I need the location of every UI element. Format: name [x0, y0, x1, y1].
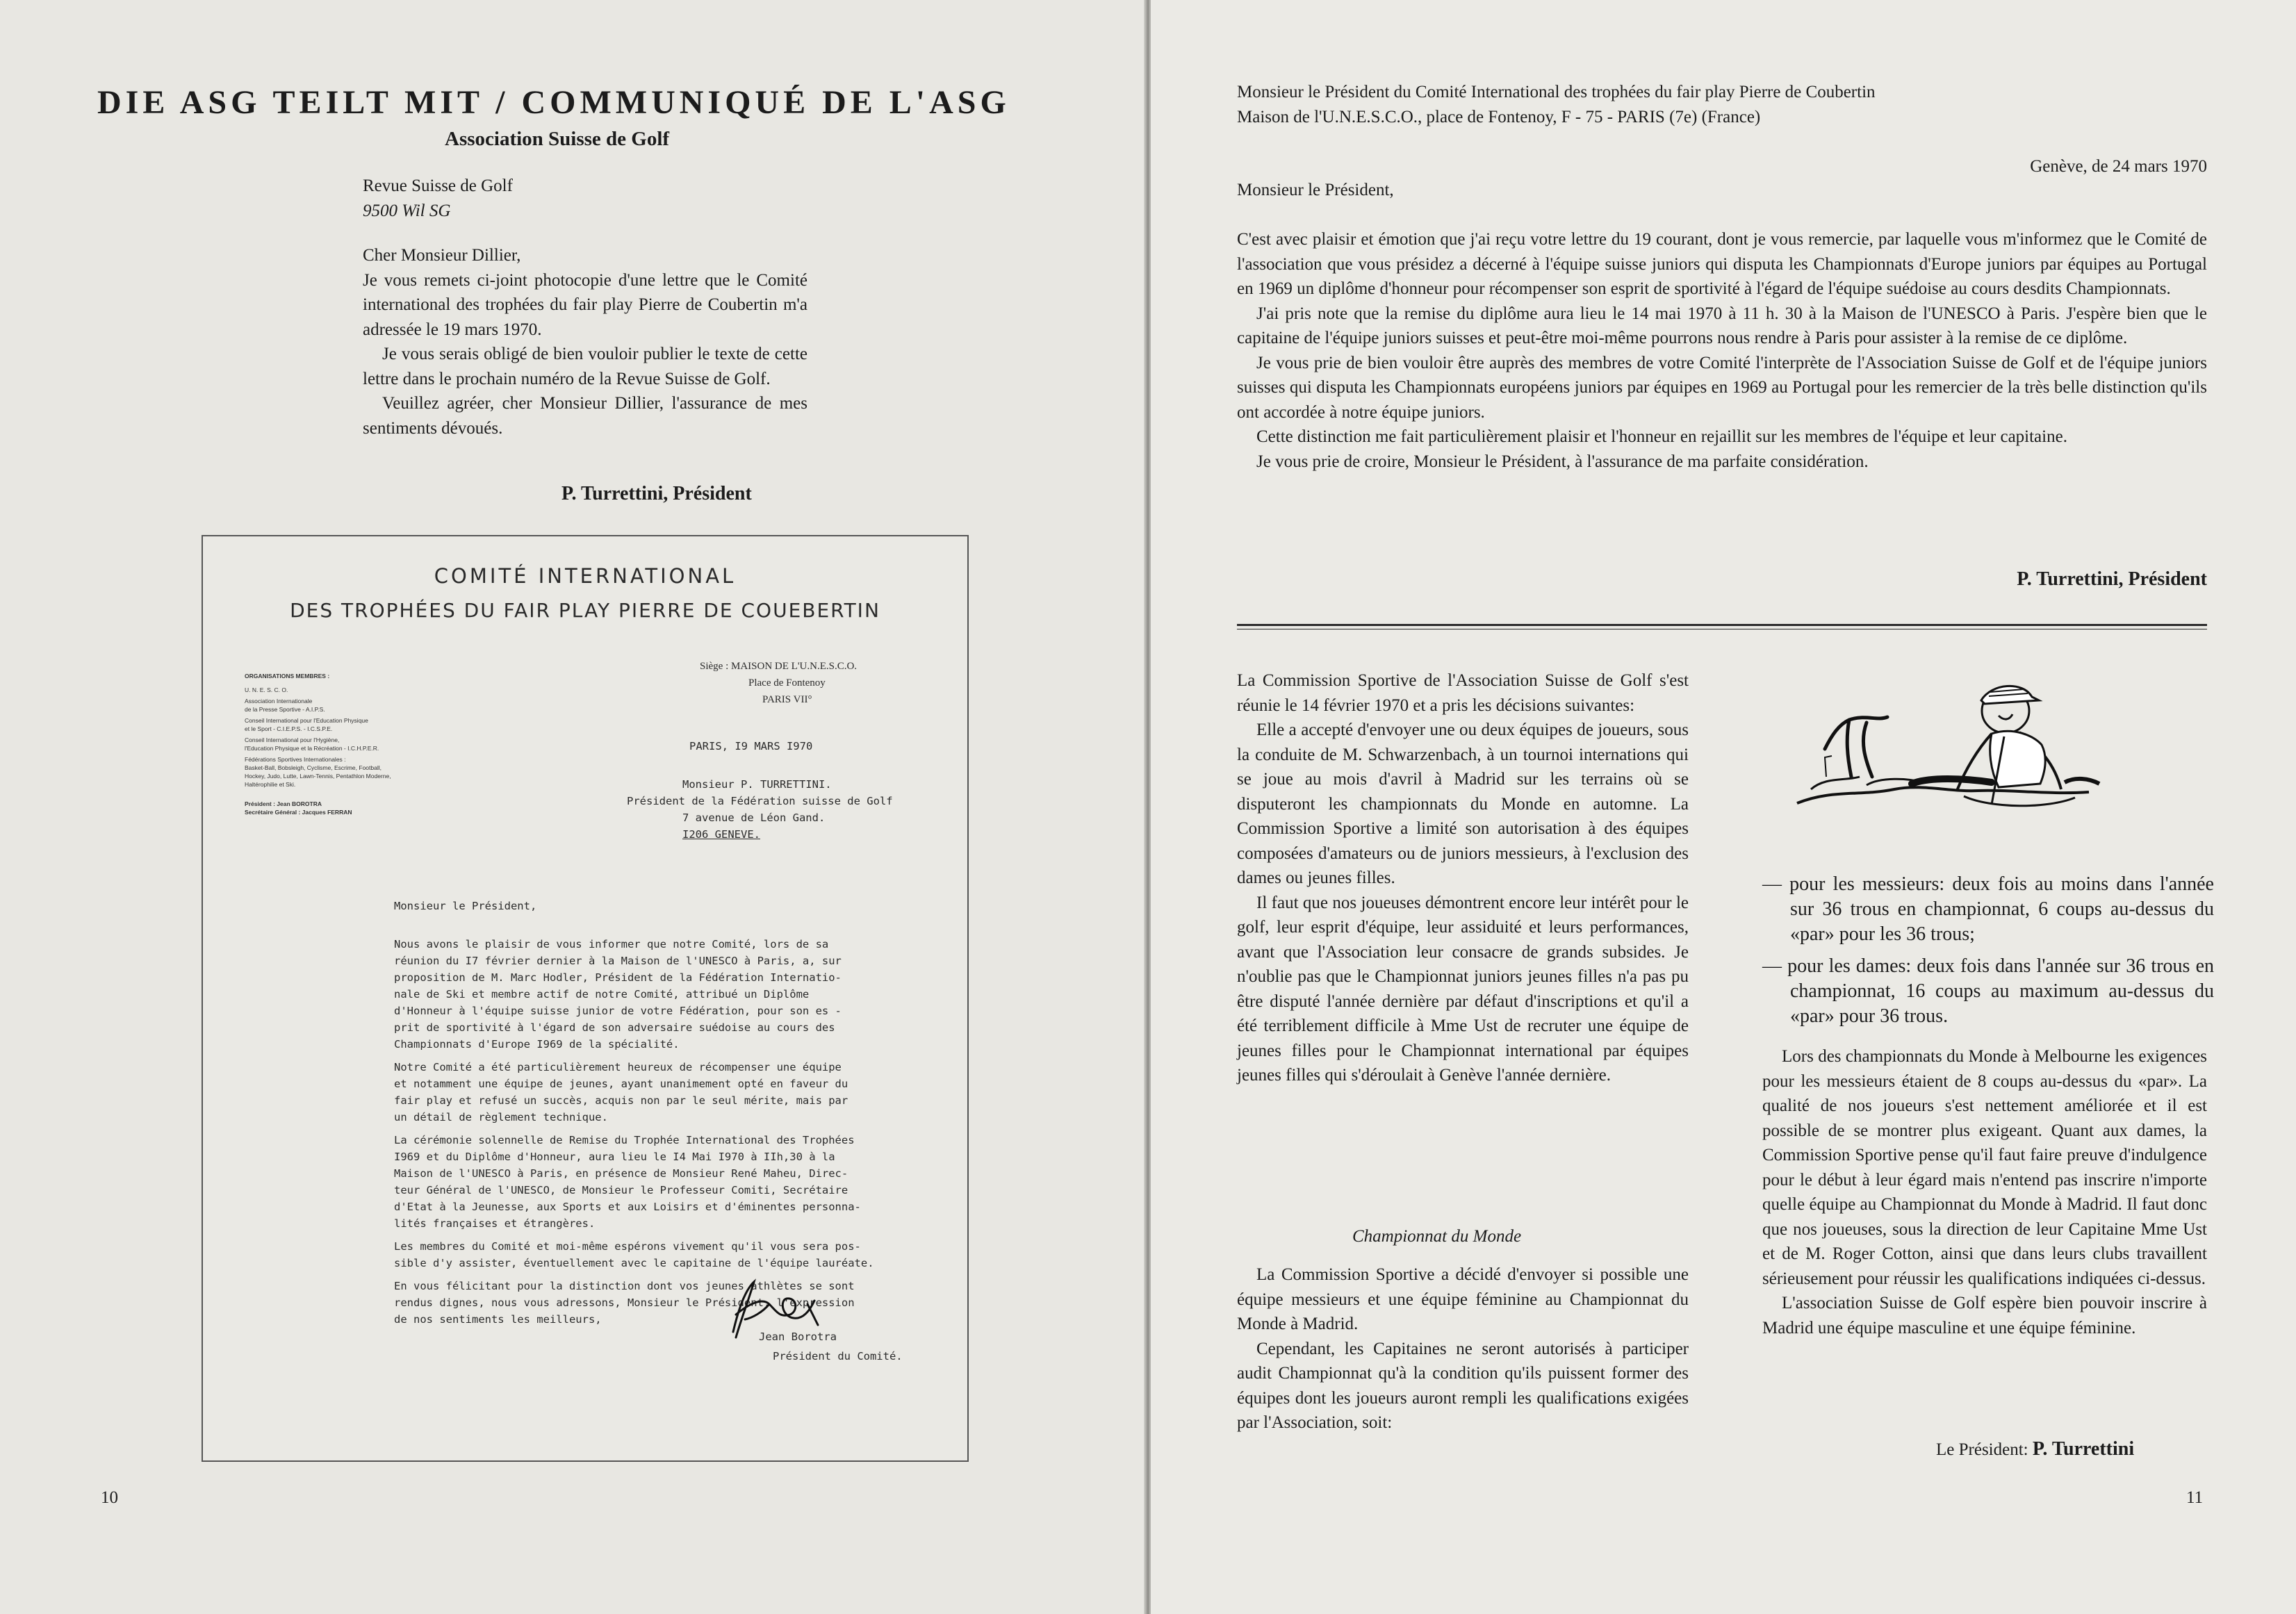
letter-paragraph: [394, 1238, 950, 1271]
communique-heading: DIE ASG TEILT MIT / COMMUNIQUÉ DE L'ASG: [97, 84, 1010, 121]
commission-column-1: La Commission Sportive de l'Association Suisse de Golf s'est réunie le 14 février 1970 et a pris les décisions suivantes: Elle a accepté d'envoyer une ou deux équipes de joueurs, sous la conduite de M. Schwarzenbach, à un tournoi internations qui se joue au mois d'avril à Madrid sur les terrains où se disputeront les championnats du Monde en automne. La Commission Sportive a limité son autorisation à des équipes composées d'amateurs ou de juniors messieurs, à l'exclusion des dames ou jeunes filles. Il faut que nos joueuses démontrent encore leur intérêt pour le golf, leur esprit d'équipe, leur assiduité et leurs performances, avant que l'Association leur consacre de grands subsides. Je n'oublie pas que le Championnat juniors jeunes filles n'a pas pu être disputé l'année dernière par défaut d'inscriptions et qu'il a été terriblement difficile à Mme Ust de recruter une équipe de jeunes filles pour le Championnat international par équipes jeunes filles qui s'déroulait à Genève l'année dernière.: [1237, 671, 1689, 1085]
letter-line: nale de Ski et membre actif de notre Comité, attribué un Diplôme: [394, 988, 810, 1000]
letter-paragraph: [394, 936, 950, 1053]
letter-line: réunion du I7 février dernier à la Maison de l'UNESCO à Paris, a, sur: [394, 955, 842, 967]
letter-line: lités françaises et étrangères.: [394, 1217, 596, 1230]
commission-column-1b: La Commission Sportive a décidé d'envoyer si possible une équipe messieurs et une équipe féminine au Championnat du Monde à Madrid. Cependant, les Capitaines ne seront autorisés à participer audit Championnat qu'à la condition qu'ils puissent former des équipes dont les joueurs auront rempli les qualifications exigées par l'Association, soit:: [1237, 1265, 1689, 1432]
cover-signature: P. Turrettini, Président: [561, 483, 752, 504]
letter-line: proposition de M. Marc Hodler, Président de la Fédération Internatio-: [394, 971, 842, 984]
qualification-women: — pour les dames: deux fois dans l'année sur 36 trous en championnat, 16 coups au maximum au-dessus du «par» pour 36 trous.: [1762, 955, 2214, 1027]
letter-line: Championnats d'Europe I969 de la spécialité.: [394, 1038, 680, 1051]
letter-paragraph: [394, 1059, 950, 1126]
letter-line: de nos sentiments les meilleurs,: [394, 1313, 602, 1326]
letter-line: Les membres du Comité et moi-même espérons vivement qu'il vous sera pos-: [394, 1240, 861, 1253]
letter-line: et notamment une équipe de jeunes, ayant unanimement opté en faveur du: [394, 1078, 848, 1090]
reply-addressee: Monsieur le Président du Comité International des trophées du fair play Pierre de Coubertin Maison de l'U.N.E.S.C.O., place de Fontenoy, F - 75 - PARIS (7e) (France): [1237, 83, 1876, 126]
letter-line: La cérémonie solennelle de Remise du Trophée International des Trophées: [394, 1134, 855, 1146]
closing-signature: Le Président: P. Turrettini: [1936, 1438, 2135, 1460]
member-organisations: ORGANISATIONS MEMBRES : U. N. E. S. C. O. Association Internationale de la Presse Sportive - A.I.P.S. Conseil International pour l'Education Physique et le Sport - C.I.E.P.S. - I.C.S.P.E. Conseil International pour l'Hygiène, l'Education Physique et la Récréation - I.C.H.P.E.R. Fédérations Sportives Internationales : Basket-Ball, Bobsleigh, Cyclisme, Escrime, Football, Hockey, Judo, Lutte, Lawn-Tennis, Pentathlon Moderne, Haltérophilie et Ski. Président : Jean BOROTRA Secrétaire Général : Jacques FERRAN: [245, 673, 391, 816]
letter-line: teur Général de l'UNESCO, de Monsieur le Professeur Comiti, Secrétaire: [394, 1184, 848, 1196]
letter-line: un détail de règlement technique.: [394, 1111, 608, 1123]
qualification-men: — pour les messieurs: deux fois au moins dans l'année sur 36 trous en championnat, 6 coups au-dessus du «par» pour les 36 trous;: [1762, 873, 2214, 945]
right-page: [1151, 0, 2296, 1614]
letter-line: I969 et du Diplôme d'Honneur, aura lieu le I4 Mai I970 à IIh,30 à la: [394, 1151, 835, 1163]
letter-line: Notre Comité a été particulièrement heureux de récompenser une équipe: [394, 1061, 842, 1073]
letter-title-2: DES TROPHÉES DU FAIR PLAY PIERRE DE COUEBERTIN: [290, 599, 880, 622]
page-number-left: 10: [101, 1488, 118, 1507]
reply-signature: P. Turrettini, Président: [2017, 568, 2207, 590]
qualification-list: [1762, 872, 2214, 1029]
letter-line: fair play et refusé un succès, acquis non par le seul mérite, mais par: [394, 1094, 848, 1107]
letter-line: sible d'y assister, éventuellement avec le capitaine de l'équipe lauréate.: [394, 1257, 874, 1269]
letter-line: rendus dignes, nous vous adressons, Monsieur le Président, l'expression: [394, 1296, 855, 1309]
letter-paragraph: [394, 1278, 950, 1328]
letter-signer: Jean Borotra: [759, 1331, 837, 1343]
letter-siege: Siège : MAISON DE L'U.N.E.S.C.O. Place de Fontenoy PARIS VII°: [700, 661, 858, 705]
page-number-right: 11: [2186, 1488, 2204, 1507]
cover-body: Je vous remets ci-joint photocopie d'une lettre que le Comité international des trophées du fair play Pierre de Coubertin m'a adressée le 19 mars 1970. Je vous serais obligé de bien vouloir publier le texte de cette lettre dans le prochain numéro de la Revue Suisse de Golf. Veuillez agréer, cher Monsieur Dillier, l'assurance de mes sentiments dévoués.: [363, 270, 807, 438]
section-rule-top: [1237, 624, 2207, 626]
letter-line: d'Etat à la Jeunesse, aux Sports et aux Loisirs et d'éminentes personna-: [394, 1201, 861, 1213]
letter-body: [394, 936, 950, 1334]
letter-line: En vous félicitant pour la distinction dont vos jeunes athlètes se sont: [394, 1280, 855, 1292]
letter-salutation: Monsieur le Président,: [394, 900, 537, 912]
reply-salutation: Monsieur le Président,: [1237, 181, 1394, 199]
letter-paragraph: [394, 1132, 950, 1232]
letter-line: prit de sportivité à l'égard de son adversaire suédoise au cours des: [394, 1021, 835, 1034]
letter-recipient: Monsieur P. TURRETTINI. Président de la Fédération suisse de Golf 7 avenue de Léon Gand. I206 GENEVE.: [627, 778, 893, 841]
championnat-subhead: Championnat du Monde: [1352, 1227, 1522, 1246]
reply-date: Genève, de 24 mars 1970: [2030, 157, 2207, 176]
golfer-illustration: [1783, 673, 2124, 818]
letter-line: Nous avons le plaisir de vous informer que notre Comité, lors de sa: [394, 938, 829, 950]
letter-date: PARIS, I9 MARS I970: [689, 740, 813, 752]
recipient-address: Revue Suisse de Golf 9500 Wil SG: [363, 176, 513, 220]
letter-title-1: COMITÉ INTERNATIONAL: [434, 564, 737, 588]
cover-letter: [363, 243, 807, 440]
letter-signer-title: Président du Comité.: [773, 1350, 903, 1362]
cover-salutation: Cher Monsieur Dillier,: [363, 246, 521, 265]
facsimile-letter: [202, 535, 969, 1462]
letter-line: d'Honneur à l'équipe suisse junior de votre Fédération, pour son es -: [394, 1005, 842, 1017]
letter-line: Maison de l'UNESCO à Paris, en présence de Monsieur René Maheu, Direc-: [394, 1167, 848, 1180]
association-subheading: Association Suisse de Golf: [445, 128, 670, 150]
reply-body: C'est avec plaisir et émotion que j'ai reçu votre lettre du 19 courant, dont je vous remercie, par laquelle vous m'informez que le Comité de l'association que vous présidez a décerné à l'équipe suisse juniors qui disputa les Championnats d'Europe juniors par équipes au Portugal en 1969 un diplôme d'honneur pour récompenser son esprit de sportivité à l'égard de l'équipe suédoise au cours desdits Championnats. J'ai pris note que la remise du diplôme aura lieu le 14 mai 1970 à 11 h. 30 à la Maison de l'UNESCO à Paris. J'espère bien que le capitaine de l'équipe juniors suisses et peut-être moi-même pourrons nous rendre à Paris pour assister à la remise de ce diplôme. Je vous prie de bien vouloir être auprès des membres de votre Comité l'interprète de l'Association Suisse de Golf et de l'équipe juniors suisses qui disputa les Championnats européens juniors par équipes en 1969 au Portugal pour les remercier de la très belle distinction qu'ils ont accordée à notre équipe juniors. Cette distinction me fait particulièrement plaisir et l'honneur en rejaillit sur les membres de l'équipe et leur capitaine. Je vous prie de croire, Monsieur le Président, à l'assurance de ma parfaite considération.: [1237, 230, 2207, 471]
commission-column-2: Lors des championnats du Monde à Melbourne les exigences pour les messieurs étaient de 8 coups au-dessus du «par». La qualité de nos joueurs s'est nettement améliorée et il est possible de se montrer plus exigeant. Quant aux dames, la Commission Sportive pense qu'il faut faire preuve d'indulgence pour le début à leur égard mais n'entend pas inscrire n'importe quelle équipe au Championnat du Monde à Madrid. Il faut donc que nos joueuses, sous la direction de leur Capitaine Mme Ust et de M. Roger Cotton, ainsi que dans leurs clubs travaillent sérieusement pour réussir les qualifications indiquées ci-dessus. L'association Suisse de Golf espère bien pouvoir inscrire à Madrid une équipe masculine et une équipe féminine.: [1762, 1047, 2207, 1337]
